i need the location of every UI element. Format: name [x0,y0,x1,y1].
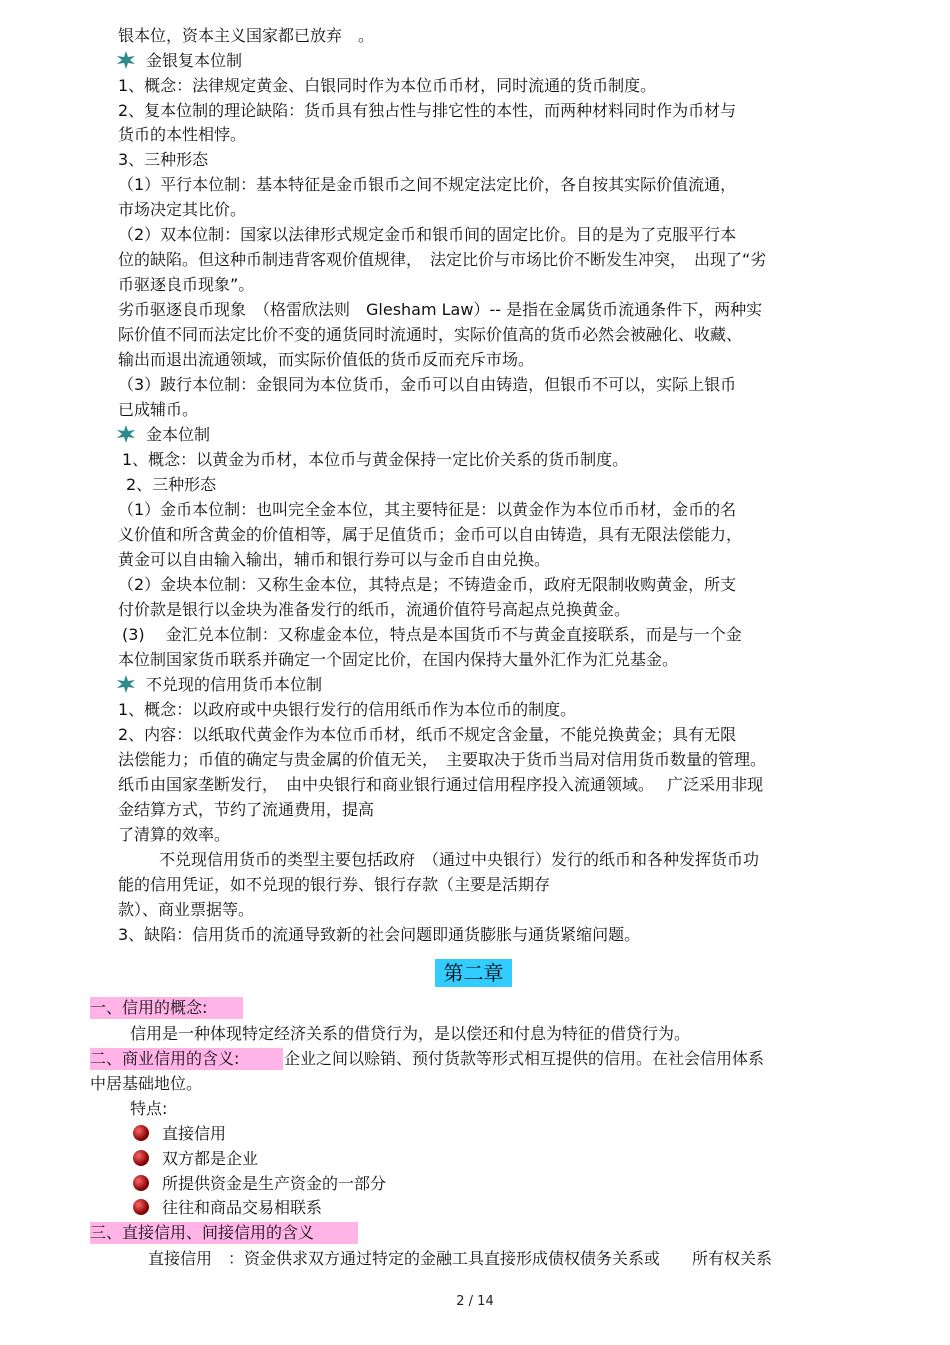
text-line: 2、内容：以纸取代黄金作为本位币币材，纸币不规定含金量，不能兑换黄金；具有无限 [118,725,737,744]
text-line: 市场决定其比价。 [118,200,247,219]
text-line: 信用是一种体现特定经济关系的借贷行为，是以偿还和付息为特征的借贷行为。 [130,1024,691,1043]
text-line: 1、概念：法律规定黄金、白银同时作为本位币币材，同时流通的货币制度。 [118,76,657,95]
features-label: 特点: [130,1099,168,1118]
text-line: （1）平行本位制：基本特征是金币银币之间不规定法定比价，各自按其实际价值流通， [118,175,737,194]
feature-item: 直接信用 [162,1124,227,1143]
text-line: 本位制国家货币联系并确定一个固定比价，在国内保持大量外汇作为汇兑基金。 [118,650,679,669]
section-heading-commercial-credit: 二、商业信用的含义: [90,1048,283,1070]
page-number: 2 / 14 [456,1294,494,1309]
text-line: 款）、商业票据等。 [118,900,255,919]
text-line: 货币的本性相悖。 [118,125,247,144]
text-line: 黄金可以自由输入输出，辅币和银行券可以与金币自由兑换。 [118,550,551,569]
text-line: 付价款是银行以金块为准备发行的纸币，流通价值符号高起点兑换黄金。 [118,600,631,619]
feature-item: 双方都是企业 [162,1149,259,1168]
text-line: 纸币由国家垄断发行， 由中央银行和商业银行通过信用程序投入流通领域。 广泛采用非现 [118,775,764,794]
text-line: 银本位，资本主义国家都已放弃 。 [118,26,375,45]
text-line: 不兑现信用货币的类型主要包括政府 （通过中央银行）发行的纸币和各种发挥货币功 [159,850,760,869]
text-line: 直接信用 ：资金供求双方通过特定的金融工具直接形成债权债务关系或 所有权关系 [148,1249,773,1268]
text-line: 1、概念：以政府或中央银行发行的信用纸币作为本位币的制度。 [118,700,577,719]
feature-item: 所提供资金是生产资金的一部分 [162,1174,387,1193]
text-line: 1、概念：以黄金为币材，本位币与黄金保持一定比价关系的货币制度。 [122,450,629,469]
text-line: 义价值和所含黄金的价值相等，属于足值货币；金币可以自由铸造，具有无限法偿能力， [118,525,743,544]
text-line: 能的信用凭证，如不兑现的银行券、银行存款（主要是活期存 [118,875,551,894]
text-line: 法偿能力；币值的确定与贵金属的价值无关， 主要取决于货币当局对信用货币数量的管理。 [118,750,767,769]
text-line: 已成辅币。 [118,400,199,419]
red-ball-bullet-icon [132,1198,150,1216]
text-line: 输出而退出流通领域，而实际价值低的货币反而充斥市场。 [118,350,535,369]
text-line: （2）双本位制：国家以法律形式规定金币和银币间的固定比价。目的是为了克服平行本 [118,225,737,244]
text-line: 际价值不同而法定比价不变的通货同时流通时，实际价值高的货币必然会被融化、收藏、 [118,325,743,344]
red-ball-bullet-icon [132,1124,150,1142]
section-heading-direct-indirect-credit: 三、直接信用、间接信用的含义 [90,1222,358,1244]
text-line: 劣币驱逐良币现象 （格雷欣法则 Glesham Law）-- 是指在金属货币流通条件下，两种实 [118,300,763,319]
section-heading-fiat-standard: 不兑现的信用货币本位制 [146,675,323,694]
section-heading-credit-concept: 一、信用的概念: [90,997,243,1019]
feature-item: 往往和商品交易相联系 [162,1198,323,1217]
text-line: （3）跛行本位制：金银同为本位货币，金币可以自由铸造，但银币不可以，实际上银币 [118,375,737,394]
red-ball-bullet-icon [132,1149,150,1167]
text-line: 3、缺陷：信用货币的流通导致新的社会问题即通货膨胀与通货紧缩问题。 [118,925,641,944]
text-line: 2、复本位制的理论缺陷：货币具有独占性与排它性的本性，而两种材料同时作为币材与 [118,101,737,120]
section-heading-gold-standard: 金本位制 [146,425,211,444]
red-ball-bullet-icon [132,1174,150,1192]
chapter-title: 第二章 [435,959,512,987]
text-line: 位的缺陷。但这种币制违背客观价值规律， 法定比价与市场比价不断发生冲突， 出现了“劣 [118,250,767,269]
teal-star-bullet-icon [116,424,136,444]
text-line: 3、三种形态 [118,150,209,169]
teal-star-bullet-icon [116,674,136,694]
text-line: (3) 金汇兑本位制：又称虚金本位，特点是本国货币不与黄金直接联系，而是与一个金 [122,625,742,644]
text-line: 2、三种形态 [126,475,217,494]
text-line: 了清算的效率。 [118,825,231,844]
section-heading-bimetallic: 金银复本位制 [146,51,243,70]
text-line: 企业之间以赊销、预付货款等形式相互提供的信用。在社会信用体系 [284,1049,765,1068]
text-line: 金结算方式，节约了流通费用，提高 [118,800,375,819]
text-line: （2）金块本位制：又称生金本位，其特点是；不铸造金币，政府无限制收购黄金，所支 [118,575,737,594]
teal-star-bullet-icon [116,50,136,70]
text-line: 中居基础地位。 [90,1074,203,1093]
text-line: （1）金币本位制：也叫完全金本位，其主要特征是：以黄金作为本位币币材，金币的名 [118,500,737,519]
text-line: 币驱逐良币现象”。 [118,275,255,294]
